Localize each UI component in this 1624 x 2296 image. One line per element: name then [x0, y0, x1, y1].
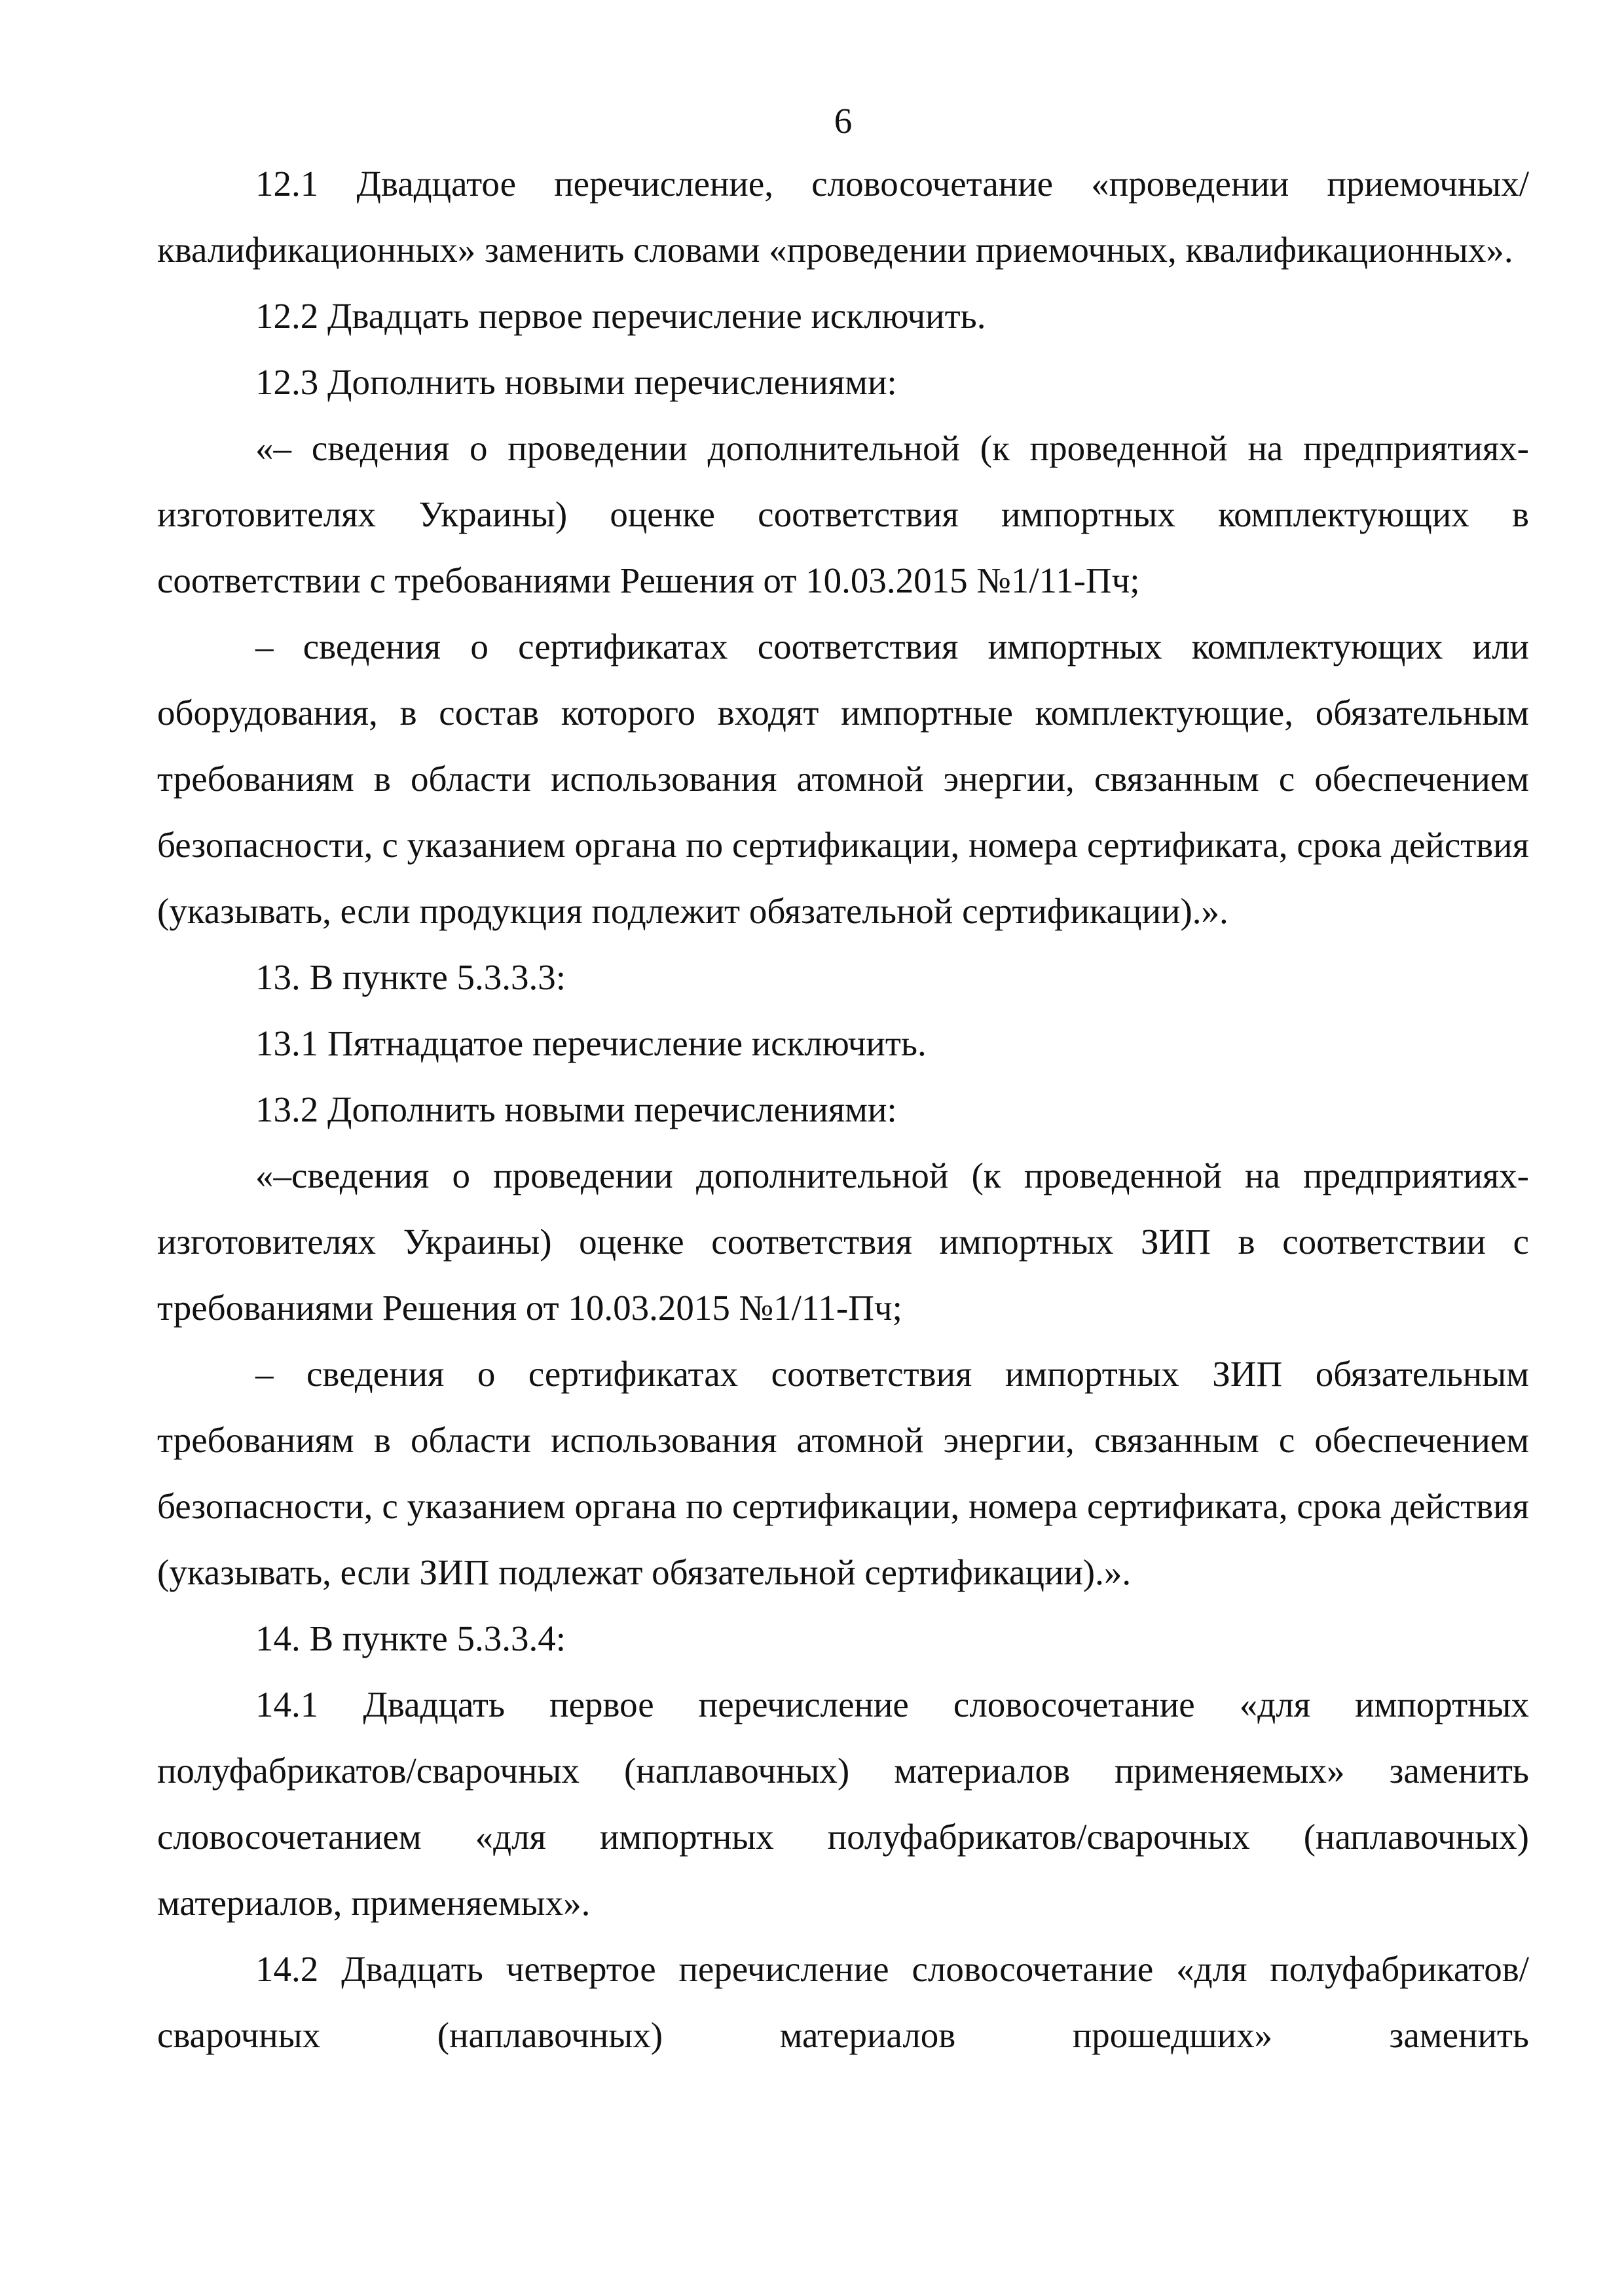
paragraph-12-1: 12.1 Двадцатое перечисление, словосочетание «проведении приемочных/квалификационных» заменить словами «проведении приемочных, квалификационных». — [157, 164, 1529, 270]
paragraph-13-1: 13.1 Пятнадцатое перечисление исключить. — [255, 1023, 927, 1063]
paragraph-14: 14. В пункте 5.3.3.4: — [255, 1618, 566, 1658]
list-item-import-components-assessment: «– сведения о проведении дополнительной (к проведенной на предприятиях-изготовителях Украины) оценке соответствия импортных комплектующих в соответствии с требованиями Решения от 10.03.2015 №1/11-Пч; — [157, 428, 1529, 600]
paragraph-13: 13. В пункте 5.3.3.3: — [255, 957, 566, 997]
paragraph-14-1: 14.1 Двадцать первое перечисление словосочетание «для импортных полуфабрикатов/сварочных (наплавочных) материалов применяемых» заменить словосочетанием «для импортных полуфабрикатов/сварочных (наплавочных) материалов, применяемых». — [157, 1685, 1529, 1923]
list-item-import-zip-assessment: «–сведения о проведении дополнительной (к проведенной на предприятиях-изготовителях Украины) оценке соответствия импортных ЗИП в соответствии с требованиями Решения от 10.03.2015 №1/11-Пч; — [157, 1156, 1529, 1328]
paragraph-12-2: 12.2 Двадцать первое перечисление исключить. — [255, 296, 986, 336]
page-number: 6 — [834, 101, 853, 141]
document-page — [157, 98, 1529, 2068]
paragraph-13-2: 13.2 Дополнить новыми перечислениями: — [255, 1089, 897, 1129]
paragraph-14-2: 14.2 Двадцать четвертое перечисление словосочетание «для полуфабрикатов/сварочных (наплавочных) материалов прошедших» заменить — [157, 1949, 1529, 2055]
list-item-import-zip-certificates: – сведения о сертификатах соответствия импортных ЗИП обязательным требованиям в области использования атомной энергии, связанным с обеспечением безопасности, с указанием органа по сертификации, номера сертификата, срока действия (указывать, если ЗИП подлежат обязательной сертификации).». — [157, 1354, 1529, 1592]
list-item-import-components-certificates: – сведения о сертификатах соответствия импортных комплектующих или оборудования, в состав которого входят импортные комплектующие, обязательным требованиям в области использования атомной энергии, связанным с обеспечением безопасности, с указанием органа по сертификации, номера сертификата, срока действия (указывать, если продукция подлежит обязательной сертификации).». — [157, 627, 1529, 931]
paragraph-12-3: 12.3 Дополнить новыми перечислениями: — [255, 362, 897, 402]
